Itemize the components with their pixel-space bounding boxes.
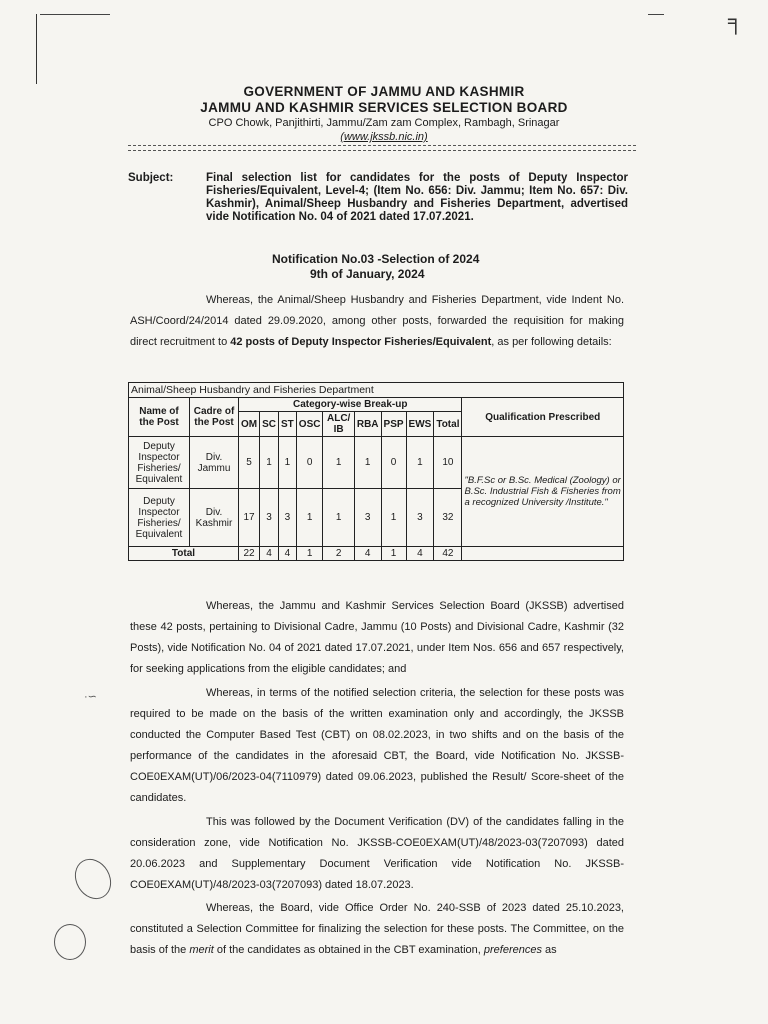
category-value: 1	[260, 437, 279, 489]
paragraph-text: of the candidates as obtained in the CBT examination,	[213, 944, 484, 956]
board-address: CPO Chowk, Panjithirti, Jammu/Zam zam Complex, Rambagh, Srinagar	[208, 117, 560, 129]
header-qualification: Qualification Prescribed	[462, 398, 624, 437]
department-name: Animal/Sheep Husbandry and Fisheries Department	[129, 383, 624, 398]
category-header: OM	[239, 412, 260, 437]
notification-date: 9th of January, 2024	[310, 267, 425, 281]
category-value: 0	[296, 437, 323, 489]
table-row	[129, 437, 624, 489]
paragraph-selection-committee	[130, 898, 624, 961]
board-website: (www.jkssb.nic.in)	[340, 131, 428, 143]
category-value: 1	[381, 489, 406, 547]
category-value: 0	[381, 437, 406, 489]
category-total: 32	[434, 489, 462, 547]
notification-number: Notification No.03 -Selection of 2024	[272, 252, 480, 266]
total-value: 4	[354, 547, 381, 561]
post-name: Deputy Inspector Fisheries/ Equivalent	[129, 437, 190, 489]
paragraph-advertisement	[130, 596, 624, 680]
paragraph-selection-criteria	[130, 683, 624, 809]
category-header: PSP	[381, 412, 406, 437]
category-value: 1	[323, 489, 354, 547]
total-value: 4	[406, 547, 434, 561]
margin-line	[36, 14, 37, 84]
paragraph-italic: merit	[189, 944, 214, 956]
category-header: OSC	[296, 412, 323, 437]
header-cadre: Cadre of the Post	[190, 398, 239, 437]
category-value: 3	[260, 489, 279, 547]
paragraph-text: , as per following details:	[491, 336, 612, 348]
table-row-total	[129, 547, 624, 561]
paragraph-bold: 42 posts of Deputy Inspector Fisheries/Equivalent	[230, 336, 492, 348]
category-header: ALC/ IB	[323, 412, 354, 437]
category-value: 1	[279, 437, 297, 489]
total-value: 1	[381, 547, 406, 561]
post-name: Deputy Inspector Fisheries/ Equivalent	[129, 489, 190, 547]
total-value: 1	[296, 547, 323, 561]
header-post: Name of the Post	[129, 398, 190, 437]
qualification-text: "B.F.Sc or B.Sc. Medical (Zoology) or B.Sc. Industrial Fish & Fisheries from a recognized University /Institute."	[462, 437, 624, 547]
posts-table	[128, 382, 624, 561]
top-rule	[40, 14, 110, 15]
category-header: EWS	[406, 412, 434, 437]
category-value: 3	[354, 489, 381, 547]
paragraph-text: Whereas, the Board, vide Office Order No. 240-SSB of 2023 dated 25.10.2023, constituted a Selection Committee for finalizing the selection for these posts. The Committee, on the basis of the	[130, 902, 624, 956]
category-value: 1	[323, 437, 354, 489]
total-value: 4	[260, 547, 279, 561]
total-value: 22	[239, 547, 260, 561]
total-value: 2	[323, 547, 354, 561]
paragraph-text: Whereas, the Jammu and Kashmir Services Selection Board (JKSSB) advertised these 42 posts, pertaining to Divisional Cadre, Jammu (10 Posts) and Divisional Cadre, Kashmir (32 Posts), vide Notification No. 04 of 2021 dated 17.07.2021, under Item Nos. 656 and 657 respectively, for seeking applications from the eligible candidates; and	[130, 600, 624, 675]
subject-label: Subject:	[128, 172, 174, 184]
category-value: 3	[406, 489, 434, 547]
margin-mark: ·∽	[84, 691, 97, 703]
empty-cell	[462, 547, 624, 561]
paragraph-requisition	[130, 290, 624, 353]
board-title: JAMMU AND KASHMIR SERVICES SELECTION BOARD	[200, 100, 568, 115]
top-rule	[648, 14, 664, 15]
category-total: 10	[434, 437, 462, 489]
total-label: Total	[129, 547, 239, 561]
paragraph-text: This was followed by the Document Verification (DV) of the candidates falling in the consideration zone, vide Notification No. JKSSB-COE0EXAM(UT)/48/2023-03(7207093) dated 20.06.2023 and Supplementary Document Verification vide Notification No. JKSSB-COE0EXAM(UT)/48/2023-03(7207093) dated 18.07.2023.	[130, 816, 624, 891]
category-value: 17	[239, 489, 260, 547]
paragraph-italic: preferences	[483, 944, 542, 956]
category-header: RBA	[354, 412, 381, 437]
paragraph-text: Whereas, in terms of the notified selection criteria, the selection for these posts was required to be made on the basis of the written examination only and accordingly, the JKSSB conducted the Computer Based Test (CBT) on 08.02.2023, in two shifts and on the basis of the performance of the candidates in the aforesaid CBT, the Board, vide Notification No. JKSSB-COE0EXAM(UT)/06/2023-04(7110979) dated 09.06.2023, published the Result/ Score-sheet of the candidates.	[130, 687, 624, 804]
cadre-name: Div. Kashmir	[190, 489, 239, 547]
header-rule	[128, 145, 636, 146]
cadre-name: Div. Jammu	[190, 437, 239, 489]
header-category: Category-wise Break-up	[239, 398, 462, 412]
paragraph-document-verification	[130, 812, 624, 896]
category-value: 3	[279, 489, 297, 547]
category-header: ST	[279, 412, 297, 437]
category-value: 1	[296, 489, 323, 547]
corner-mark: ╕	[728, 8, 744, 33]
pen-scribble	[54, 924, 86, 960]
category-value: 5	[239, 437, 260, 489]
category-header: SC	[260, 412, 279, 437]
header-rule	[128, 150, 636, 151]
pen-scribble	[68, 852, 118, 905]
paragraph-text: as	[541, 944, 557, 956]
total-value: 42	[434, 547, 462, 561]
category-value: 1	[354, 437, 381, 489]
category-header: Total	[434, 412, 462, 437]
subject-text: Final selection list for candidates for the posts of Deputy Inspector Fisheries/Equivalent, Level-4; (Item No. 656: Div. Jammu; Item No. 657: Div. Kashmir), Animal/Sheep Husbandry and Fisheries Department, advertised vide Notification No. 04 of 2021 dated 17.07.2021.	[206, 172, 628, 223]
total-value: 4	[279, 547, 297, 561]
government-title: GOVERNMENT OF JAMMU AND KASHMIR	[243, 84, 525, 99]
category-value: 1	[406, 437, 434, 489]
paragraph-text: Whereas, the Animal/Sheep Husbandry and Fisheries Department, vide Indent No. ASH/Coord/24/2014 dated 29.09.2020, among other posts, forwarded the requisition for making direct recruitment to	[130, 294, 624, 348]
